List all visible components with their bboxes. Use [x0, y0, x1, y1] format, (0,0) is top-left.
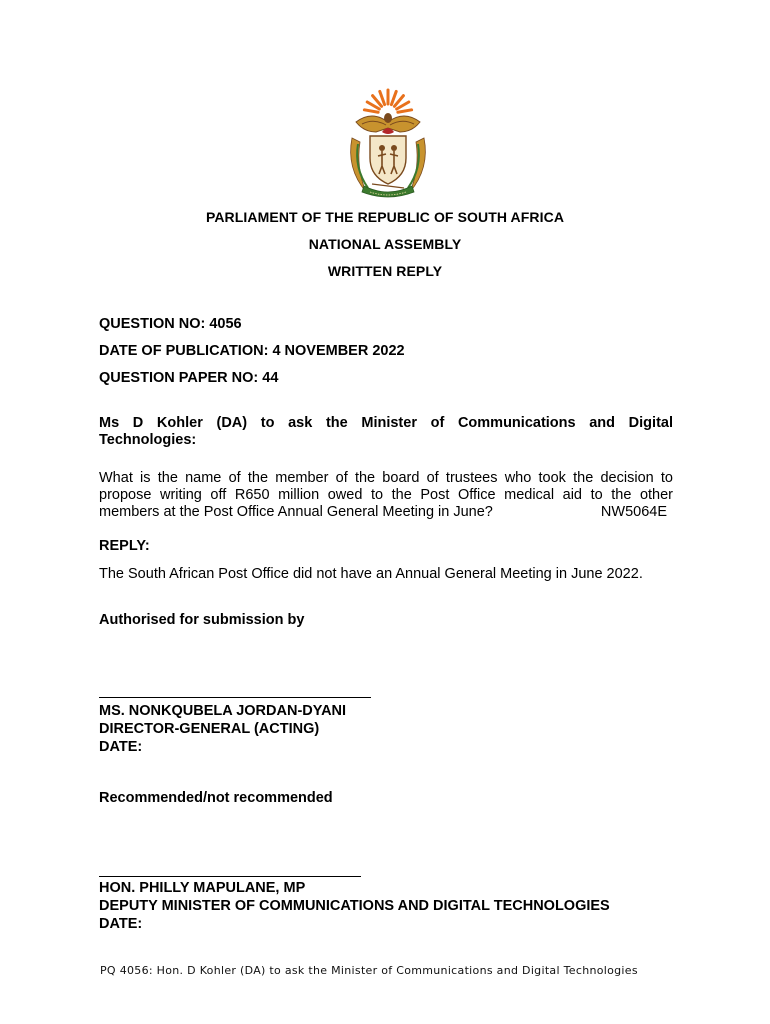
signatory-name: MS. NONKQUBELA JORDAN-DYANI	[99, 703, 347, 719]
recommendation-label: Recommended/not recommended	[99, 790, 333, 806]
question-text-line-1: What is the name of the member of the board of trustees who took the decision to	[99, 470, 673, 486]
sun-ray-icon	[398, 110, 412, 112]
signatory-date-label: DATE:	[99, 739, 143, 755]
question-text	[99, 470, 673, 521]
question-text-line-3-body: members at the Post Office Annual General Meeting in June?	[99, 504, 493, 520]
coat-of-arms-icon	[342, 88, 434, 200]
reply-text: The South African Post Office did not have an Annual General Meeting in June 2022.	[99, 566, 643, 582]
signatory-title: DEPUTY MINISTER OF COMMUNICATIONS AND DIGITAL TECHNOLOGIES	[99, 898, 610, 914]
question-paper-number: QUESTION PAPER NO: 44	[99, 370, 279, 386]
signatory-deputy-minister	[99, 879, 610, 933]
question-reference: NW5064E	[600, 504, 667, 520]
reply-label: REPLY:	[99, 538, 150, 554]
page-footer: PQ 4056: Hon. D Kohler (DA) to ask the Minister of Communications and Digital Technologies	[100, 964, 638, 977]
question-asker-line-1: Ms D Kohler (DA) to ask the Minister of Communications and Digital	[99, 415, 673, 431]
signatory-name: HON. PHILLY MAPULANE, MP	[99, 880, 306, 896]
signatory-date-label: DATE:	[99, 916, 143, 932]
sun-ray-icon	[364, 110, 378, 112]
question-asker	[99, 415, 673, 449]
question-text-line-2: propose writing off R650 million owed to the Post Office medical aid to the other	[99, 487, 673, 503]
authorisation-label: Authorised for submission by	[99, 612, 305, 628]
assembly-heading: NATIONAL ASSEMBLY	[308, 236, 462, 252]
written-reply-heading: WRITTEN REPLY	[327, 263, 443, 279]
signatory-title: DIRECTOR-GENERAL (ACTING)	[99, 721, 320, 737]
signatory-director-general	[99, 702, 346, 756]
question-text-line-3	[99, 504, 673, 521]
sun-ray-icon	[391, 91, 396, 104]
question-asker-line-2: Technologies:	[99, 432, 197, 448]
signature-line-director-general	[99, 697, 371, 698]
parliament-heading: PARLIAMENT OF THE REPUBLIC OF SOUTH AFRICA	[205, 209, 565, 225]
publication-date: DATE OF PUBLICATION: 4 NOVEMBER 2022	[99, 343, 405, 359]
question-number: QUESTION NO: 4056	[99, 316, 242, 332]
sun-ray-icon	[380, 91, 385, 104]
signature-line-deputy-minister	[99, 876, 361, 877]
